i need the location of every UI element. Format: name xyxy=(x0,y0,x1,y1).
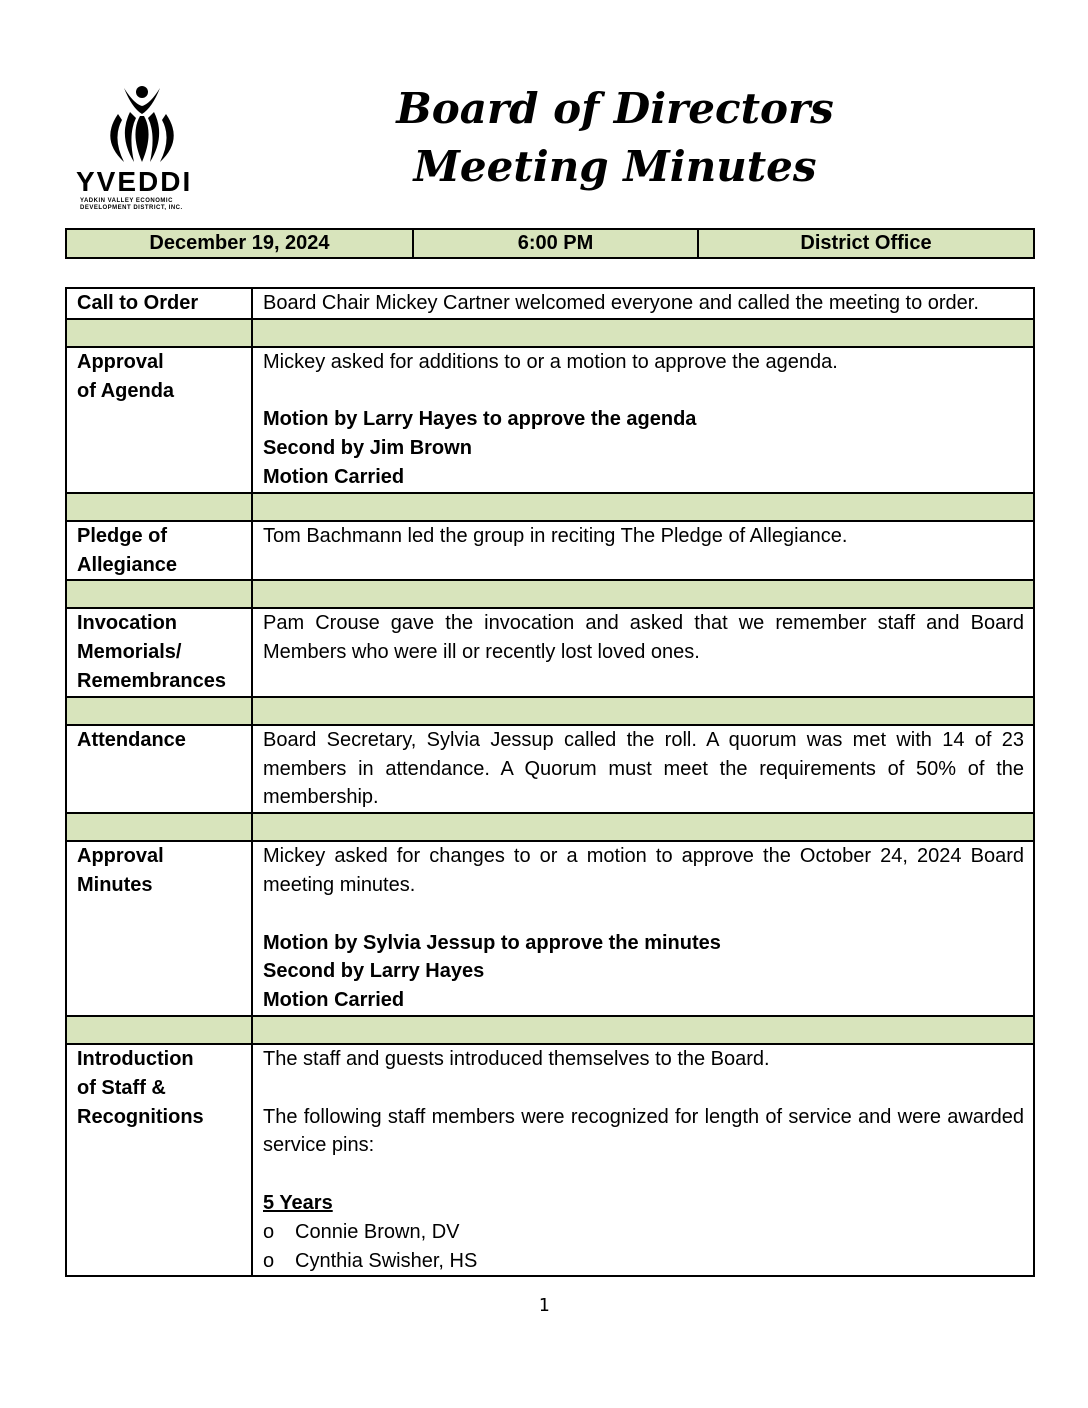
row-attendance xyxy=(66,725,1034,813)
label-line: of Agenda xyxy=(77,379,175,402)
label-line: Allegiance xyxy=(77,553,178,576)
label-call-to-order: Call to Order xyxy=(66,288,252,319)
agenda-motion: Motion by Larry Hayes to approve the agenda xyxy=(263,408,697,431)
text-call-to-order: Board Chair Mickey Cartner welcomed everyone and called the meeting to order. xyxy=(252,288,1034,319)
row-approval-minutes xyxy=(66,841,1034,1016)
list-item xyxy=(263,1247,1024,1276)
minutes-motion: Motion by Sylvia Jessup to approve the minutes xyxy=(263,931,721,954)
yveddi-logo xyxy=(76,84,206,214)
logo-tagline xyxy=(80,198,210,212)
logo-brand-text: YVEDDI xyxy=(76,166,193,197)
minutes-result: Motion Carried xyxy=(263,989,405,1012)
logo-tagline-line2: DEVELOPMENT DISTRICT, INC. xyxy=(80,205,183,211)
meeting-info-table xyxy=(65,228,1035,259)
row-pledge xyxy=(66,521,1034,581)
spacer-row xyxy=(66,580,1034,608)
spacer-row xyxy=(66,1016,1034,1044)
label-line: Remembrances xyxy=(77,669,226,692)
spacer-row xyxy=(66,697,1034,725)
label-introduction xyxy=(66,1044,252,1276)
content-approval-agenda xyxy=(252,347,1034,493)
minutes-second: Second by Larry Hayes xyxy=(263,960,485,983)
label-line: Introduction xyxy=(77,1047,194,1070)
logo-figure-icon xyxy=(94,84,190,164)
label-line: Memorials/ xyxy=(77,641,182,664)
label-invocation xyxy=(66,608,252,696)
agenda-result: Motion Carried xyxy=(263,465,405,488)
row-invocation xyxy=(66,608,1034,696)
list-item xyxy=(263,1218,1024,1247)
label-line: Minutes xyxy=(77,873,153,896)
content-introduction xyxy=(252,1044,1034,1276)
meeting-time: 6:00 PM xyxy=(413,229,698,258)
service-group-heading: 5 Years xyxy=(263,1191,333,1214)
label-pledge xyxy=(66,521,252,581)
spacer-row xyxy=(66,319,1034,347)
label-approval-agenda xyxy=(66,347,252,493)
label-attendance: Attendance xyxy=(66,725,252,813)
recognition-text: The following staff members were recognized for length of service and were awarded service pins: xyxy=(263,1105,1024,1157)
label-line: Approval xyxy=(77,350,164,373)
intro-text: The staff and guests introduced themselves to the Board. xyxy=(263,1047,770,1070)
minutes-table xyxy=(65,287,1035,1277)
list-item-text: Connie Brown, DV xyxy=(295,1220,460,1243)
row-call-to-order xyxy=(66,288,1034,319)
label-line: Recognitions xyxy=(77,1105,204,1128)
title-line2: Meeting Minutes xyxy=(413,142,817,191)
document-title xyxy=(330,80,900,196)
label-line: Pledge of xyxy=(77,524,168,547)
title-line1: Board of Directors xyxy=(396,84,834,133)
content-approval-minutes xyxy=(252,841,1034,1016)
label-approval-minutes xyxy=(66,841,252,1016)
text-pledge: Tom Bachmann led the group in reciting The Pledge of Allegiance. xyxy=(252,521,1034,581)
minutes-text: Mickey asked for changes to or a motion to approve the October 24, 2024 Board meeting minutes. xyxy=(263,845,1024,896)
text-attendance: Board Secretary, Sylvia Jessup called the roll. A quorum was met with 14 of 23 members in attendance. A Quorum must meet the requirements of 50% of the membership. xyxy=(252,725,1034,813)
meeting-date: December 19, 2024 xyxy=(66,229,413,258)
label-line: Approval xyxy=(77,845,164,868)
bullet-marker: o xyxy=(263,1249,275,1272)
bullet-marker: o xyxy=(263,1220,275,1243)
logo-tagline-line1: YADKIN VALLEY ECONOMIC xyxy=(80,198,173,204)
spacer-row xyxy=(66,493,1034,521)
row-introduction xyxy=(66,1044,1034,1276)
list-item-text: Cynthia Swisher, HS xyxy=(295,1249,478,1272)
page-number: 1 xyxy=(538,1295,550,1316)
label-line: of Staff & xyxy=(77,1076,166,1099)
label-line: Invocation xyxy=(77,612,178,635)
spacer-row xyxy=(66,813,1034,841)
row-approval-agenda xyxy=(66,347,1034,493)
agenda-second: Second by Jim Brown xyxy=(263,437,472,460)
meeting-location: District Office xyxy=(698,229,1034,258)
agenda-text: Mickey asked for additions to or a motion to approve the agenda. xyxy=(263,350,838,373)
text-invocation: Pam Crouse gave the invocation and asked that we remember staff and Board Members who were ill or recently lost loved ones. xyxy=(252,608,1034,696)
